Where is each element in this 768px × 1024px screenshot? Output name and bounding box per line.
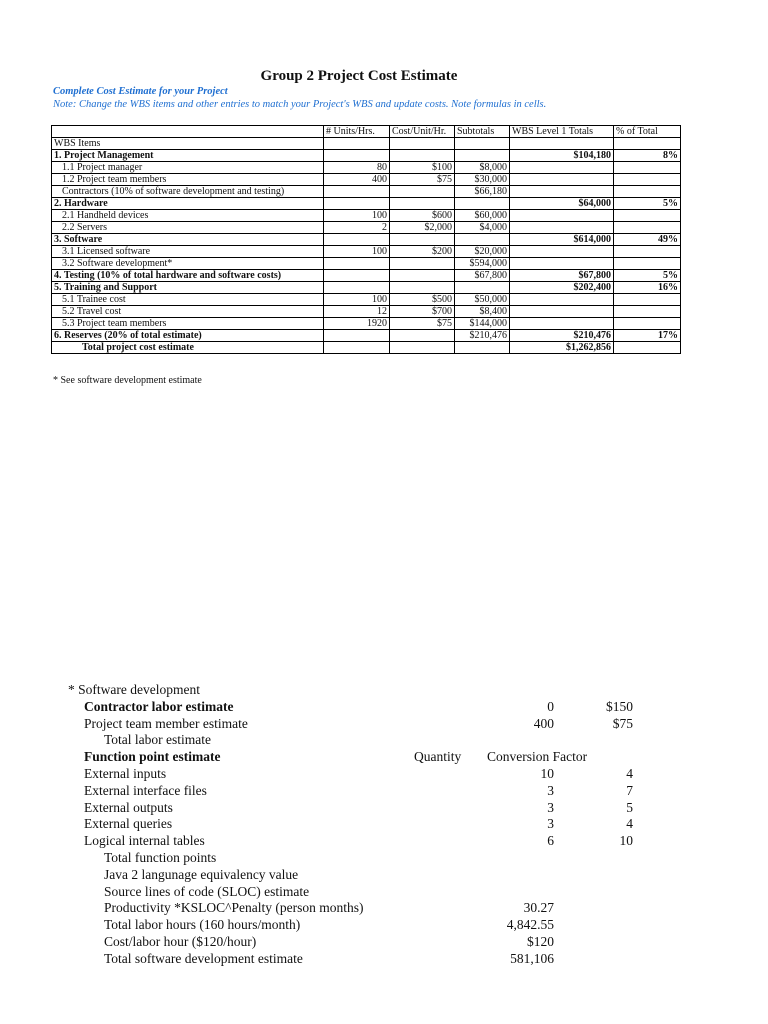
cell-units — [324, 198, 390, 210]
cell-level1-total — [510, 306, 614, 318]
cell-percent — [614, 222, 681, 234]
cell-percent — [614, 258, 681, 270]
table-row — [52, 330, 681, 342]
cell-item: 2.1 Handheld devices — [52, 210, 324, 222]
cell-cost: $75 — [390, 318, 455, 330]
cell-units — [324, 258, 390, 270]
cell-item: 5.1 Trainee cost — [52, 294, 324, 306]
table-row — [52, 210, 681, 222]
estimate-value: $120 — [527, 933, 554, 949]
estimate-label: External outputs — [84, 799, 173, 815]
cell-item: 1.2 Project team members — [52, 174, 324, 186]
cell-level1-total — [510, 210, 614, 222]
cell-units — [324, 234, 390, 246]
cell-units: 100 — [324, 210, 390, 222]
cell-item: 3. Software — [52, 234, 324, 246]
col-header-percent: % of Total — [614, 126, 681, 138]
cell-level1-total — [510, 246, 614, 258]
table-row — [52, 198, 681, 210]
estimate-label: External interface files — [84, 782, 207, 798]
cell-subtotal — [455, 234, 510, 246]
estimate-value: 3 — [547, 816, 554, 832]
estimate-value: 400 — [533, 715, 554, 731]
estimate-value: 4,842.55 — [506, 917, 554, 933]
cell-item: WBS Items — [52, 138, 324, 150]
cell-item: 5.3 Project team members — [52, 318, 324, 330]
cell-cost — [390, 186, 455, 198]
estimate-value: 0 — [547, 698, 554, 714]
cell-item: 5.2 Travel cost — [52, 306, 324, 318]
cell-level1-total: $202,400 — [510, 282, 614, 294]
cell-subtotal — [455, 198, 510, 210]
estimate-row — [68, 715, 633, 733]
col-header-level1-totals: WBS Level 1 Totals — [510, 126, 614, 138]
cell-subtotal: $20,000 — [455, 246, 510, 258]
estimate-row — [68, 816, 633, 833]
cell-percent: 16% — [614, 282, 681, 294]
cell-level1-total: $1,262,856 — [510, 342, 614, 354]
cell-item: 1.1 Project manager — [52, 162, 324, 174]
cell-units: 80 — [324, 162, 390, 174]
software-development-estimate — [68, 682, 633, 968]
estimate-label: Contractor labor estimate — [84, 698, 234, 714]
cell-cost: $75 — [390, 174, 455, 186]
table-row — [52, 294, 681, 306]
estimate-value: 30.27 — [523, 900, 554, 916]
cell-percent — [614, 318, 681, 330]
cell-percent — [614, 294, 681, 306]
cell-cost — [390, 150, 455, 162]
cell-item: 1. Project Management — [52, 150, 324, 162]
cell-units: 100 — [324, 294, 390, 306]
cell-percent — [614, 246, 681, 258]
cell-cost — [390, 342, 455, 354]
cell-subtotal: $8,000 — [455, 162, 510, 174]
cell-subtotal: $67,800 — [455, 270, 510, 282]
cell-percent: 5% — [614, 198, 681, 210]
estimate-label: Source lines of code (SLOC) estimate — [104, 883, 310, 899]
table-header-row — [52, 126, 681, 138]
estimate-value: 581,106 — [510, 950, 554, 966]
cell-level1-total: $64,000 — [510, 198, 614, 210]
estimate-rate: 7 — [626, 782, 633, 798]
estimate-row — [68, 900, 628, 917]
cell-item: 4. Testing (10% of total hardware and software costs) — [52, 270, 324, 282]
cell-level1-total — [510, 258, 614, 270]
cell-cost: $700 — [390, 306, 455, 318]
estimate-value: 3 — [547, 799, 554, 815]
cell-item: 6. Reserves (20% of total estimate) — [52, 330, 324, 342]
cell-subtotal: $30,000 — [455, 174, 510, 186]
subtitle-note: Note: Change the WBS items and other entries to match your Project's WBS and update costs. Note formulas in cells. — [53, 99, 547, 110]
estimate-label: Logical internal tables — [84, 833, 205, 849]
estimate-rate: 10 — [619, 833, 633, 849]
cell-level1-total — [510, 222, 614, 234]
table-row — [52, 342, 681, 354]
cell-cost: $200 — [390, 246, 455, 258]
estimate-label: Total function points — [104, 849, 217, 865]
cell-subtotal: $60,000 — [455, 210, 510, 222]
cell-item: 5. Training and Support — [52, 282, 324, 294]
estimate-value: 3 — [547, 782, 554, 798]
cell-subtotal — [455, 138, 510, 150]
table-row — [52, 234, 681, 246]
cell-item: Contractors (10% of software development and testing) — [52, 186, 324, 198]
table-row — [52, 258, 681, 270]
estimate-rate: $150 — [606, 698, 633, 714]
cell-cost — [390, 258, 455, 270]
cell-level1-total — [510, 294, 614, 306]
estimate-label: * Software development — [68, 682, 200, 697]
cell-cost — [390, 234, 455, 246]
cell-level1-total — [510, 186, 614, 198]
cell-item: 3.1 Licensed software — [52, 246, 324, 258]
cell-level1-total: $67,800 — [510, 270, 614, 282]
page-title: Group 2 Project Cost Estimate — [260, 68, 458, 84]
cell-subtotal: $8,400 — [455, 306, 510, 318]
cell-item: 3.2 Software development* — [52, 258, 324, 270]
col-header-units: # Units/Hrs. — [324, 126, 390, 138]
estimate-value: 10 — [540, 765, 554, 781]
col-header-item — [52, 126, 324, 138]
estimate-row — [68, 850, 628, 867]
estimate-row — [68, 732, 628, 749]
cell-units: 12 — [324, 306, 390, 318]
estimate-value: 6 — [547, 833, 554, 849]
cell-subtotal: $594,000 — [455, 258, 510, 270]
cell-cost — [390, 330, 455, 342]
cell-subtotal: $210,476 — [455, 330, 510, 342]
footnote: * See software development estimate — [53, 375, 202, 386]
cell-units — [324, 186, 390, 198]
table-row — [52, 318, 681, 330]
table-row — [52, 282, 681, 294]
cell-units — [324, 342, 390, 354]
cell-units — [324, 270, 390, 282]
table-row — [52, 174, 681, 186]
subtitle-instruction: Complete Cost Estimate for your Project — [53, 86, 228, 97]
cell-units: 400 — [324, 174, 390, 186]
quantity-header: Quantity — [414, 749, 462, 765]
cell-units: 1920 — [324, 318, 390, 330]
cell-level1-total: $614,000 — [510, 234, 614, 246]
estimate-row — [68, 782, 633, 800]
cell-percent — [614, 210, 681, 222]
cell-cost — [390, 198, 455, 210]
estimate-rate: 4 — [626, 816, 633, 832]
estimate-label: Project team member estimate — [84, 715, 248, 731]
cell-percent: 17% — [614, 330, 681, 342]
estimate-label: Function point estimate — [84, 749, 221, 765]
estimate-row — [68, 765, 633, 783]
cell-cost — [390, 282, 455, 294]
cell-level1-total — [510, 318, 614, 330]
conversion-factor-header: Conversion Factor — [487, 749, 588, 765]
table-row — [52, 150, 681, 162]
estimate-label: Total labor hours (160 hours/month) — [104, 917, 301, 933]
table-body — [52, 138, 681, 354]
cell-level1-total — [510, 138, 614, 150]
cell-percent — [614, 186, 681, 198]
cell-level1-total — [510, 174, 614, 186]
estimate-label: Java 2 langunage equivalency value — [104, 866, 299, 882]
table-row — [52, 222, 681, 234]
estimate-rate: 5 — [626, 799, 633, 815]
estimate-row — [68, 698, 633, 716]
cell-subtotal: $50,000 — [455, 294, 510, 306]
estimate-row — [68, 799, 633, 817]
cell-cost: $100 — [390, 162, 455, 174]
cell-cost — [390, 270, 455, 282]
estimate-rate: $75 — [612, 715, 633, 731]
estimate-row — [68, 749, 628, 766]
cell-subtotal — [455, 150, 510, 162]
cell-units: 100 — [324, 246, 390, 258]
table-row — [52, 306, 681, 318]
cell-cost: $2,000 — [390, 222, 455, 234]
estimate-label: Cost/labor hour ($120/hour) — [104, 933, 257, 949]
estimate-row — [68, 833, 633, 850]
cell-item: 2. Hardware — [52, 198, 324, 210]
estimate-row — [68, 867, 628, 884]
cell-units — [324, 150, 390, 162]
estimate-label: Total labor estimate — [104, 732, 212, 748]
cell-item: Total project cost estimate — [52, 342, 324, 354]
cell-subtotal — [455, 342, 510, 354]
estimate-row — [68, 884, 628, 901]
cell-percent — [614, 342, 681, 354]
col-header-cost: Cost/Unit/Hr. — [390, 126, 455, 138]
cell-units: 2 — [324, 222, 390, 234]
estimate-label: Productivity *KSLOC^Penalty (person months) — [104, 900, 364, 916]
cell-percent: 49% — [614, 234, 681, 246]
cell-item: 2.2 Servers — [52, 222, 324, 234]
cell-units — [324, 330, 390, 342]
cell-percent — [614, 138, 681, 150]
cell-percent: 5% — [614, 270, 681, 282]
estimate-row — [68, 951, 628, 968]
cell-units — [324, 282, 390, 294]
cell-cost — [390, 138, 455, 150]
estimate-label: External queries — [84, 816, 173, 832]
table-row — [52, 186, 681, 198]
table-row — [52, 270, 681, 282]
estimate-rate: 4 — [626, 765, 633, 781]
col-header-subtotals: Subtotals — [455, 126, 510, 138]
cell-units — [324, 138, 390, 150]
cell-cost: $600 — [390, 210, 455, 222]
estimate-label: Total software development estimate — [104, 950, 303, 966]
cell-percent — [614, 174, 681, 186]
cell-level1-total: $210,476 — [510, 330, 614, 342]
estimate-row — [68, 917, 628, 934]
cell-percent — [614, 306, 681, 318]
cell-cost: $500 — [390, 294, 455, 306]
cell-subtotal: $4,000 — [455, 222, 510, 234]
cell-percent — [614, 162, 681, 174]
table-row — [52, 162, 681, 174]
cell-level1-total — [510, 162, 614, 174]
cost-estimate-table — [51, 125, 681, 354]
cell-subtotal: $66,180 — [455, 186, 510, 198]
cell-percent: 8% — [614, 150, 681, 162]
cell-level1-total: $104,180 — [510, 150, 614, 162]
table-row — [52, 138, 681, 150]
estimate-row — [68, 934, 628, 951]
cell-subtotal — [455, 282, 510, 294]
estimate-row — [68, 682, 628, 699]
estimate-label: External inputs — [84, 765, 167, 781]
cell-subtotal: $144,000 — [455, 318, 510, 330]
table-row — [52, 246, 681, 258]
